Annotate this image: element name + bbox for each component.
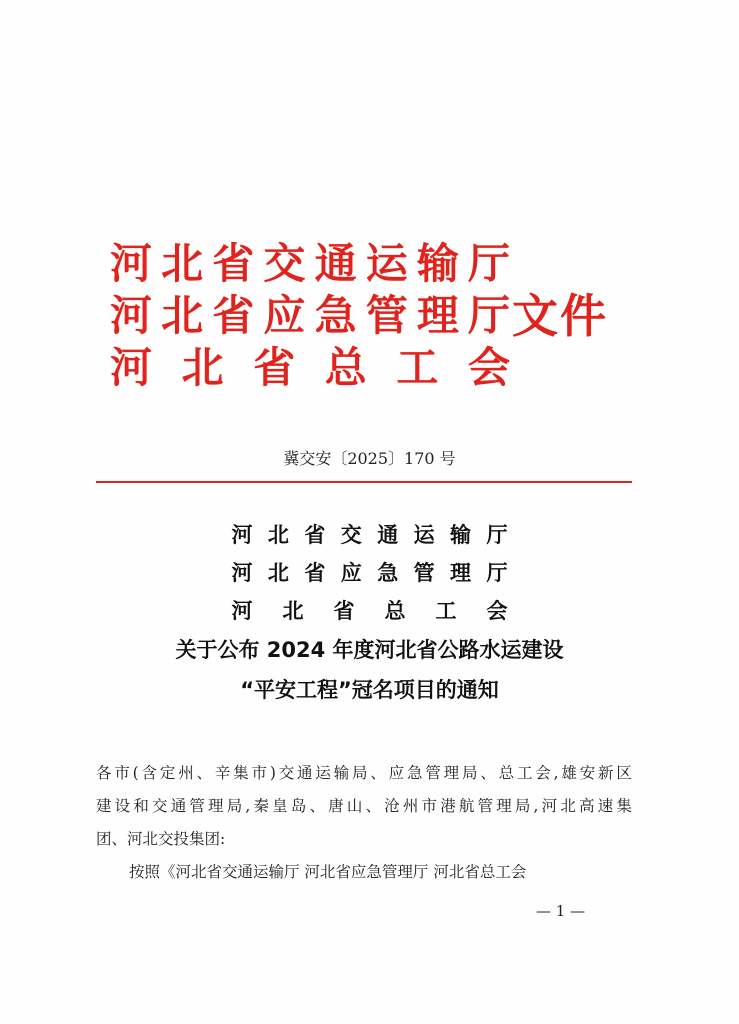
title-line-1: 关于公布 2024 年度河北省公路水运建设 bbox=[175, 638, 564, 662]
title-block bbox=[0, 516, 739, 710]
issuer-block bbox=[110, 238, 510, 394]
body-line-3: 团、河北交投集团: bbox=[96, 830, 226, 848]
body-line-4: 按照《河北省交通运输厅 河北省应急管理厅 河北省总工会 bbox=[129, 863, 527, 881]
page-number: — 1 — bbox=[536, 902, 586, 920]
body-line-2: 建 设 和 交 通 管 理 局 , 秦 皇 岛 、 唐 山 、 沧 州 市 港 航 管 理 局 , 河 北 高 速 集 bbox=[96, 797, 632, 815]
title-org-emergency: 河 北 省 应 急 管 理 厅 bbox=[231, 561, 508, 585]
issuer-emergency: 河 北 省 应 急 管 理 厅 bbox=[110, 291, 510, 340]
title-org-transport: 河 北 省 交 通 运 输 厅 bbox=[231, 523, 508, 547]
body-line-1: 各 市 ( 含 定 州 、 辛 集 市 ) 交 通 运 输 局 、 应 急 管 理 局 、 总 工 会 , 雄 安 新 区 bbox=[96, 764, 632, 782]
title-org-union: 河 北 省 总 工 会 bbox=[231, 599, 508, 623]
red-separator-line bbox=[96, 481, 632, 483]
issuer-transport: 河 北 省 交 通 运 输 厅 bbox=[110, 239, 510, 288]
file-word: 文件 bbox=[512, 289, 608, 343]
body-text bbox=[96, 757, 632, 889]
title-line-2: “平安工程”冠名项目的通知 bbox=[240, 678, 499, 702]
issuer-union: 河 北 省 总 工 会 bbox=[110, 343, 510, 392]
document-number: 冀交安〔2025〕170 号 bbox=[283, 449, 456, 468]
